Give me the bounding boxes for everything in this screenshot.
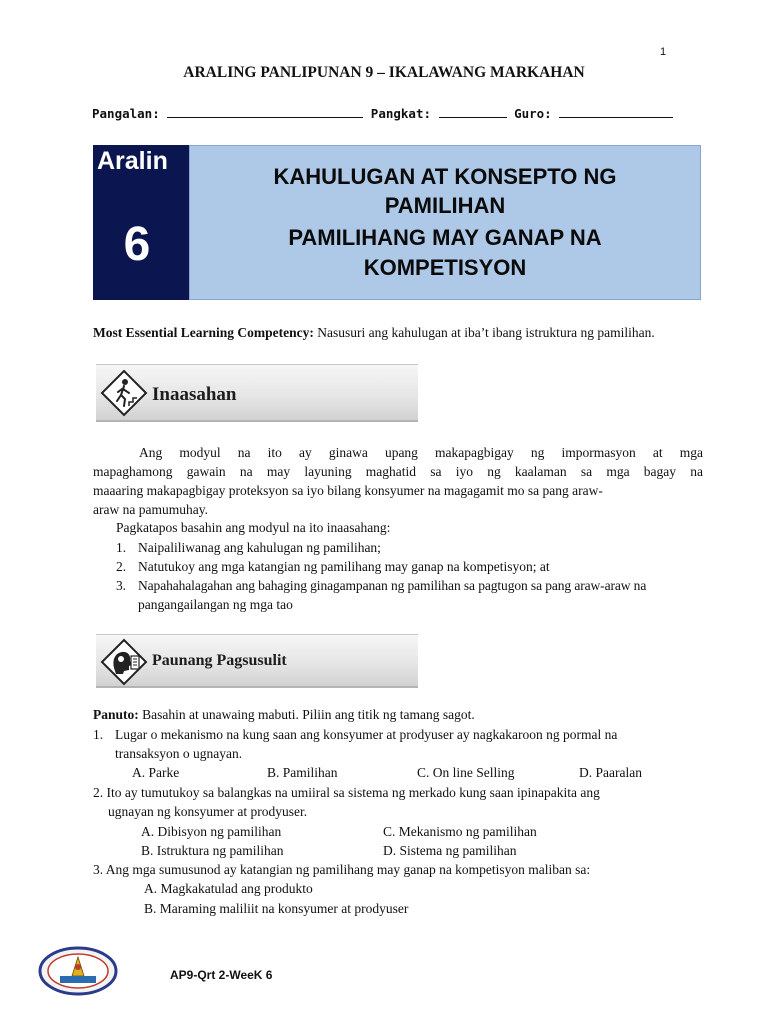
teacher-blank[interactable]	[559, 106, 673, 118]
q1-choice-c[interactable]: C. On line Selling	[417, 765, 515, 780]
section-title-pretest: Paunang Pagsusulit	[152, 652, 287, 669]
walking-person-icon	[100, 369, 148, 417]
q2-choice-a[interactable]: A. Dibisyon ng pamilihan	[141, 824, 282, 839]
lesson-title-line-2: PAMILIHAN	[384, 193, 506, 218]
intro-paragraph	[93, 443, 703, 519]
q1-choice-b[interactable]: B. Pamilihan	[267, 765, 338, 780]
document-title: ARALING PANLIPUNAN 9 – IKALAWANG MARKAHAN	[183, 64, 585, 81]
q3-choice-b[interactable]: B. Maraming maliliit na konsyumer at prodyuser	[144, 901, 409, 916]
q2-choice-c[interactable]: C. Mekanismo ng pamilihan	[383, 824, 537, 839]
q2-choice-d[interactable]: D. Sistema ng pamilihan	[383, 843, 517, 858]
lesson-number: 6	[123, 218, 151, 271]
question-1: 1. Lugar o mekanismo na kung saan ang konsyumer at prodyuser ay nagkakaroon ng pormal na	[93, 727, 618, 742]
section-blank[interactable]	[439, 106, 507, 118]
lesson-title-line-4: KOMPETISYON	[363, 255, 527, 280]
intro-line-1: Ang modyul na ito ay ginawa upang makapagbigay ng impormasyon at mga	[139, 445, 703, 460]
pretest-instruction	[93, 707, 475, 723]
section-banner-expectations	[96, 364, 418, 422]
student-info-row	[92, 106, 673, 121]
intro-line-4: araw na pamumuhay.	[93, 502, 208, 517]
objective-1: 1. Naipaliliwanag ang kahulugan ng pamilihan;	[116, 540, 381, 555]
objectives-lead: Pagkatapos basahin ang modyul na ito inaasahang:	[116, 520, 391, 535]
section-label: Pangkat:	[370, 106, 432, 121]
melc-text: Nasusuri ang kahulugan at iba’t ibang istruktura ng pamilihan.	[317, 325, 655, 340]
thinking-head-icon	[100, 638, 148, 686]
lesson-number-box	[93, 145, 189, 300]
objective-3: 3. Napahahalagahan ang bahaging ginagampanan ng pamilihan sa pagtugon sa pang araw-araw na	[116, 578, 647, 593]
objective-2: 2. Natutukoy ang mga katangian ng pamilihang may ganap na kompetisyon; at	[116, 559, 550, 574]
intro-line-2: mapaghamong gawain na may layuning maghatid sa iyo ng kaalaman sa mga bagay na	[93, 464, 703, 479]
instruction-text: Basahin at unawaing mabuti. Piliin ang titik ng tamang sagot.	[142, 707, 475, 722]
q1-choice-d[interactable]: D. Paaralan	[579, 765, 642, 780]
learning-competency	[93, 325, 655, 341]
question-1-continued: transaksyon o ugnayan.	[115, 746, 243, 761]
name-blank[interactable]	[167, 106, 363, 118]
lesson-label: Aralin	[97, 147, 168, 175]
q3-choice-a[interactable]: A. Magkakatulad ang produkto	[144, 881, 313, 896]
section-title-expectations: Inaasahan	[152, 384, 237, 405]
instruction-label: Panuto:	[93, 707, 139, 722]
section-banner-pretest	[96, 634, 418, 688]
lesson-title-line-3: PAMILIHANG MAY GANAP NA	[288, 225, 602, 250]
module-code: AP9-Qrt 2-WeeK 6	[170, 968, 273, 982]
lesson-title-panel	[189, 145, 701, 300]
objective-3-continued: pangangailangan ng mga tao	[138, 597, 293, 612]
page-number: 1	[660, 46, 667, 58]
melc-label: Most Essential Learning Competency:	[93, 325, 314, 340]
q2-choice-b[interactable]: B. Istruktura ng pamilihan	[141, 843, 284, 858]
question-2-continued: ugnayan ng konsyumer at prodyuser.	[108, 804, 308, 819]
division-seal-logo	[38, 946, 118, 996]
intro-line-3: maaaring makapagbigay proteksyon sa iyo bilang konsyumer na magagamit mo sa pang araw-	[93, 483, 603, 498]
teacher-label: Guro:	[514, 106, 552, 121]
q1-choice-a[interactable]: A. Parke	[132, 765, 180, 780]
question-2: 2. Ito ay tumutukoy sa balangkas na umiiral sa sistema ng merkado kung saan ipinapakita ang	[93, 785, 600, 800]
name-label: Pangalan:	[92, 106, 160, 121]
question-3: 3. Ang mga sumusunod ay katangian ng pamilihang may ganap na kompetisyon maliban sa:	[93, 862, 591, 877]
lesson-title-line-1: KAHULUGAN AT KONSEPTO NG	[273, 164, 617, 189]
